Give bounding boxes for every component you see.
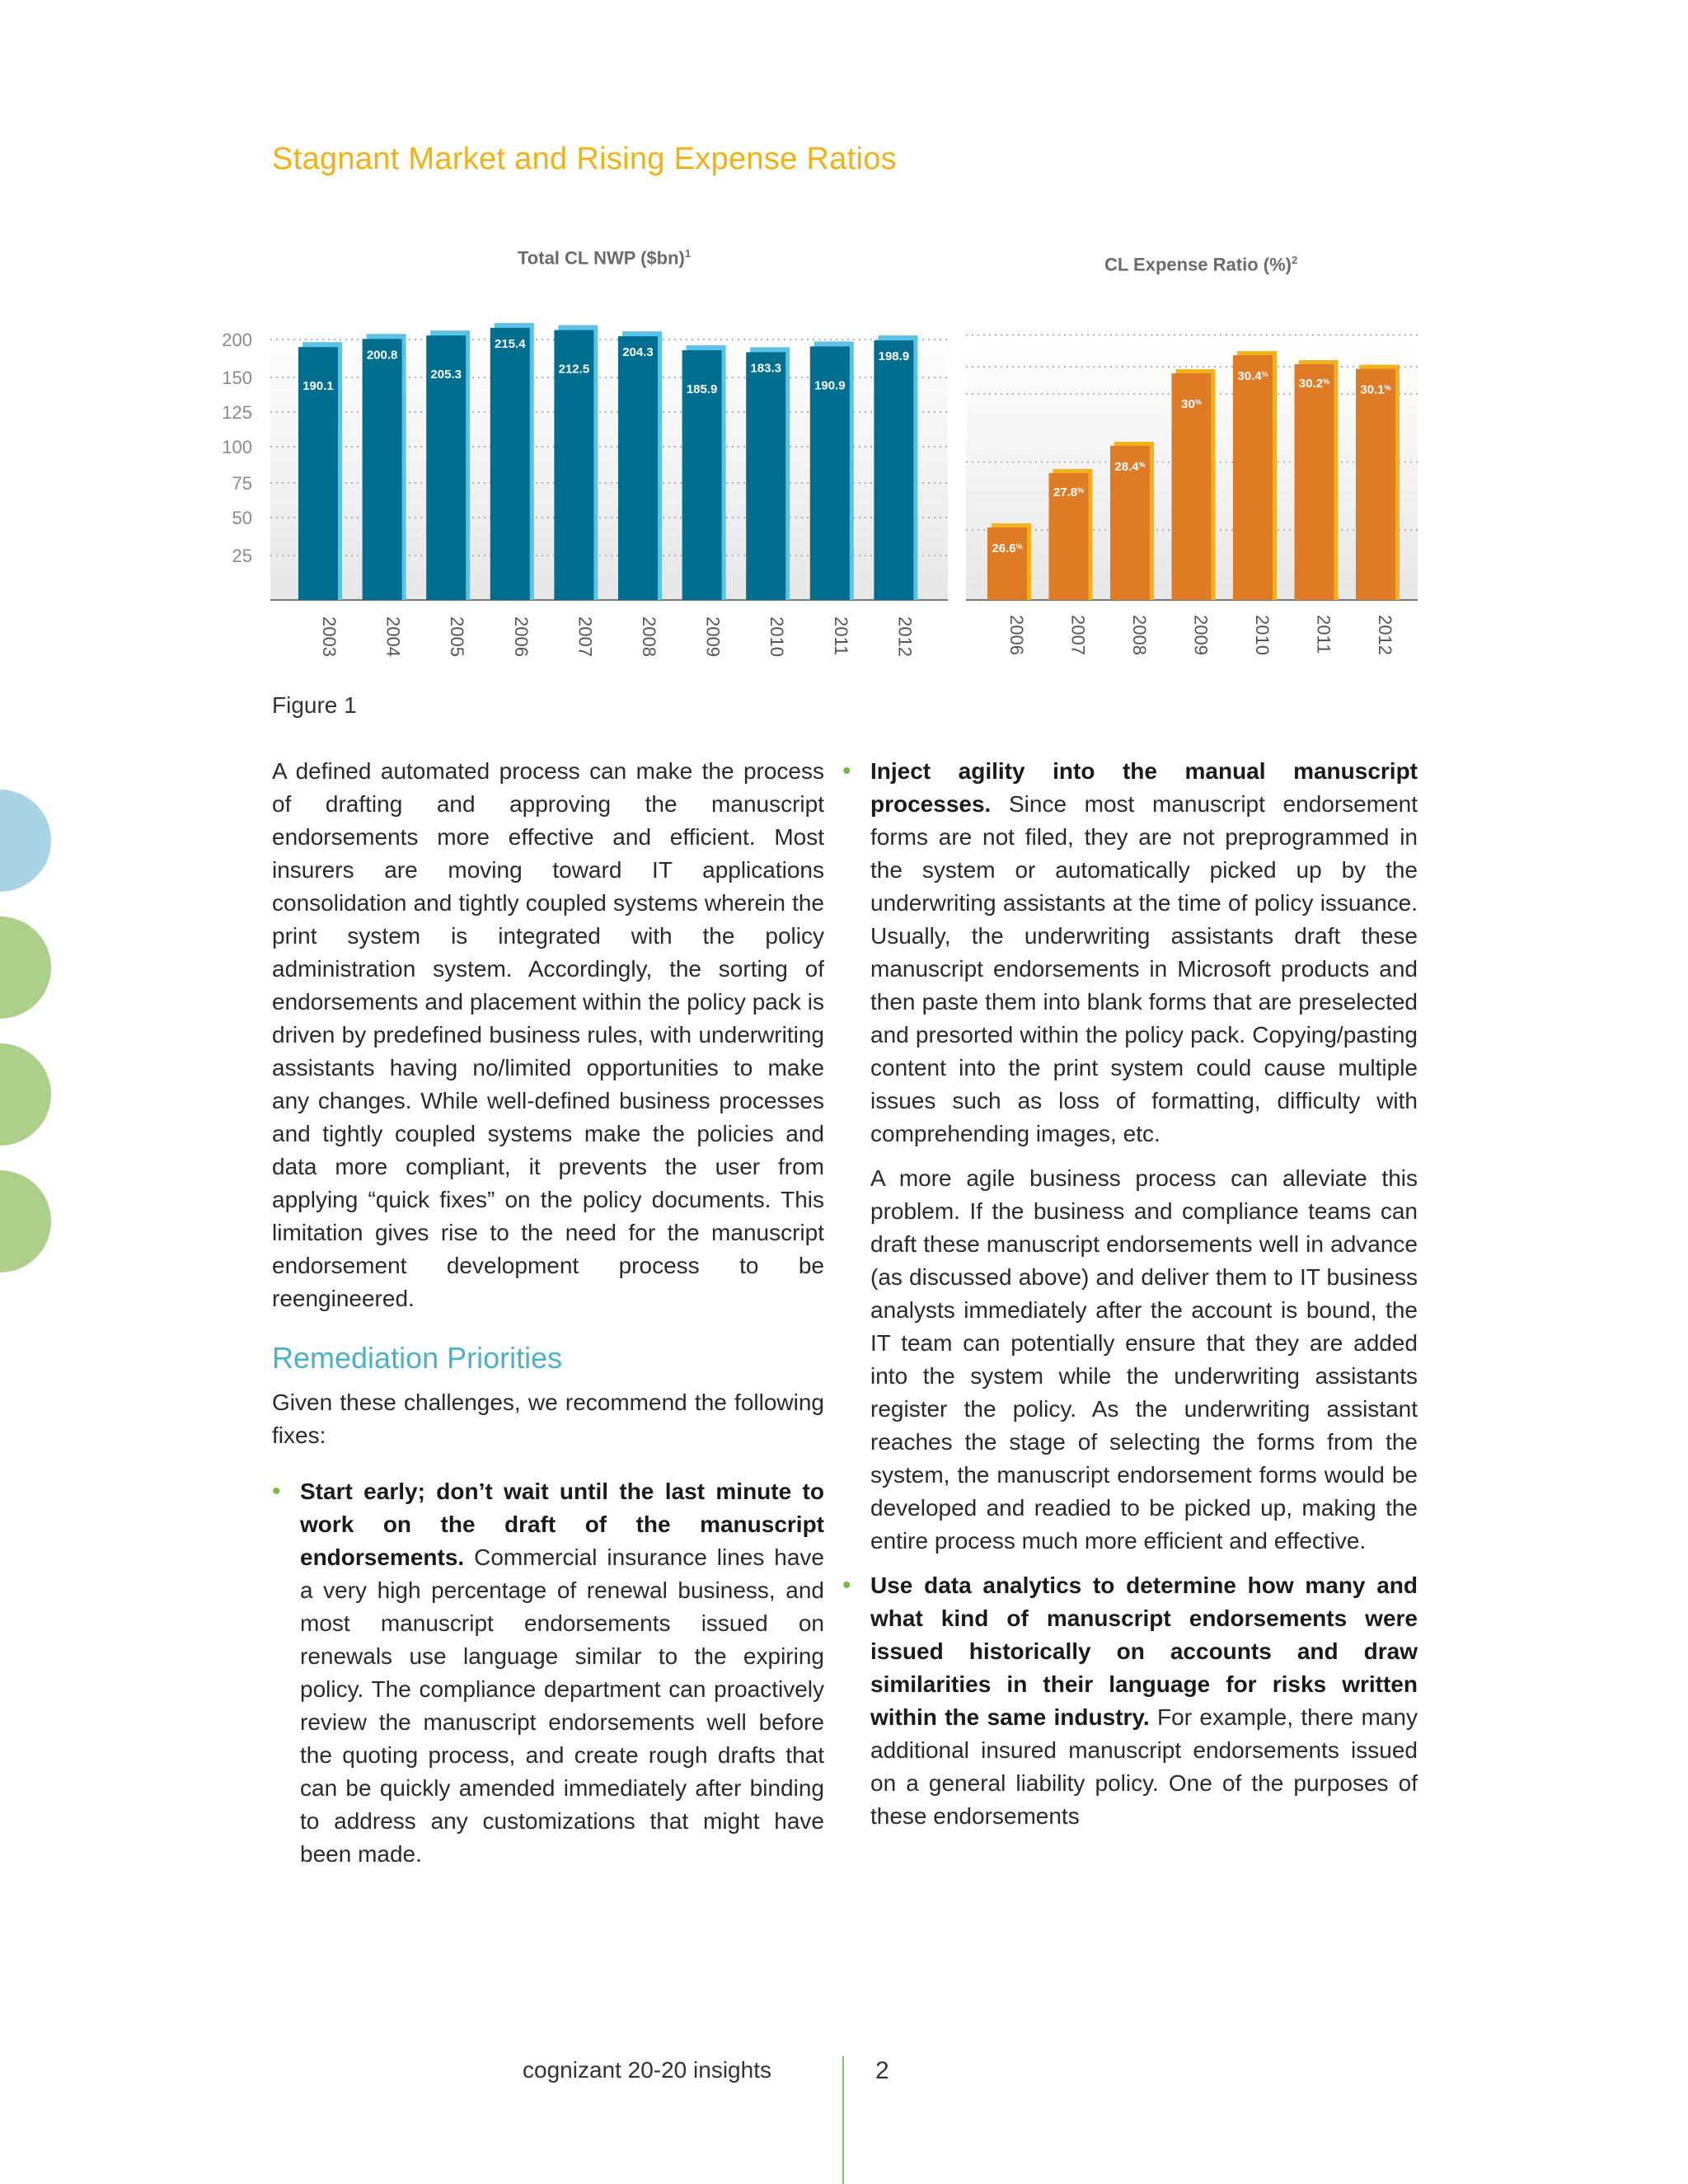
chart1-bar xyxy=(746,352,785,600)
chart1-bar xyxy=(363,339,402,600)
chart1-category-label: 2009 xyxy=(702,616,724,657)
chart1-category-label: 2008 xyxy=(639,616,659,657)
decor-circle-green-1 xyxy=(0,916,51,1019)
bullet-inject-agility-text: Since most manuscript endorsement forms are not filed, they are not preprogrammed in the system or automatically picked up by the underwriting assistants at the time of policy issuance. Usually, the underwriting assistants draft these manuscript endorsements in Microsoft products and then paste them into blank forms that are preselected and presorted within the policy pack. Copying/pasting content into the print system could cause multiple issues such as loss of formatting, difficulty with comprehending images, etc. xyxy=(870,791,1418,1146)
chart1-value-label: 205.3 xyxy=(430,368,462,382)
chart1-ytick-label: 50 xyxy=(232,508,252,528)
chart2-percent-sign: % xyxy=(1194,398,1202,406)
figure-caption: Figure 1 xyxy=(272,692,357,718)
chart2-percent-sign: % xyxy=(1015,542,1023,551)
chart2-percent-sign: % xyxy=(1323,377,1330,386)
chart2-bar xyxy=(1295,364,1334,600)
chart1-value-label: 198.9 xyxy=(878,349,910,364)
decor-circle-blue xyxy=(0,790,51,892)
chart2-value-label: 27.8% xyxy=(1053,485,1085,499)
chart2-percent-sign: % xyxy=(1384,383,1391,392)
chart2-category-label: 2009 xyxy=(1190,615,1212,655)
chart2-bar xyxy=(987,527,1027,600)
footer-divider xyxy=(842,2056,844,2184)
chart1-value-label: 190.1 xyxy=(302,379,334,394)
decor-circle-green-2 xyxy=(0,1043,51,1146)
chart1-category-label: 2006 xyxy=(510,616,532,657)
chart2-value-label: 30.2% xyxy=(1298,377,1330,391)
agile-paragraph: A more agile business process can alleviate this problem. If the business and compliance teams can draft these manuscript endorsements well in advance (as discussed above) and deliver them to IT business analysts immediately after the account is bound, the IT team can potentially ensure that they are added into the system while the underwriting assistants register the policy. As the underwriting assistant reaches the stage of selecting the forms from the system, the manuscript endorsement forms would be developed and readied to be picked up, making the entire process much more efficient and effective. xyxy=(870,1165,1418,1554)
bullet-start-early xyxy=(272,1475,824,1871)
chart1-category-label: 2004 xyxy=(382,616,404,657)
chart2-category-label: 2012 xyxy=(1375,615,1395,655)
chart2-percent-sign: % xyxy=(1138,461,1146,469)
expense-ratio-bar-chart xyxy=(964,297,1426,676)
chart2-bar xyxy=(1233,355,1273,600)
chart1-category-label: 2007 xyxy=(574,616,596,657)
bullet-start-early-bold: Start early; don’t wait until the last minute to work on the draft of the manuscript endorsements. xyxy=(300,1479,824,1570)
chart1-bar xyxy=(490,328,530,600)
chart1-value-label: 212.5 xyxy=(558,362,590,377)
chart2-percent-sign: % xyxy=(1077,486,1085,494)
chart2-value-label: 30.4% xyxy=(1237,369,1268,383)
chart1-value-label: 204.3 xyxy=(622,345,654,360)
chart2-value-label: 26.6% xyxy=(992,541,1023,555)
chart1-title: Total CL NWP ($bn)$^1$ xyxy=(518,247,692,269)
right-column xyxy=(870,755,1418,1833)
chart2-percent-sign: % xyxy=(1261,370,1268,378)
bullet-data-analytics xyxy=(842,1569,1418,1833)
chart2-value-label: 30.1% xyxy=(1360,382,1391,397)
chart2-value-label: 30% xyxy=(1181,397,1202,411)
chart2-category-label: 2011 xyxy=(1313,615,1334,654)
chart2-title: CL Expense Ratio (%)$^2$ xyxy=(1104,254,1298,275)
chart1-value-label: 215.4 xyxy=(495,336,526,351)
chart1-bar xyxy=(874,340,913,600)
chart1-ytick-label: 25 xyxy=(232,546,252,566)
chart1-category-label: 2005 xyxy=(447,616,468,657)
bullet-start-early-text: Commercial insurance lines have a very high percentage of renewal business, and most manuscript endorsements issued on renewals use language similar to the expiring policy. The compliance department can proactively review the manuscript endorsements well before the quoting process, and create rough drafts that can be quickly amended immediately after binding to address any customizations that might have been made. xyxy=(300,1544,824,1867)
chart2-category-label: 2007 xyxy=(1067,615,1089,655)
bullet-inject-agility xyxy=(842,755,1418,1151)
chart1-value-label: 185.9 xyxy=(686,382,718,396)
bullet-data-analytics-text: For example, there many additional insured manuscript endorsements issued on a general liability policy. One of the purposes of these endorsements xyxy=(870,1704,1418,1829)
chart1-category-label: 2011 xyxy=(830,616,851,656)
page-title: Stagnant Market and Rising Expense Ratios xyxy=(272,142,897,176)
chart1-ytick-label: 100 xyxy=(222,437,252,457)
chart1-value-label: 183.3 xyxy=(750,361,781,376)
nwp-bar-chart xyxy=(206,297,948,676)
decor-circle-green-3 xyxy=(0,1170,51,1272)
chart1-ytick-label: 125 xyxy=(222,402,252,423)
bullet-inject-agility-bold: Inject agility into the manual manuscript processes. xyxy=(870,758,1418,817)
chart1-ytick-label: 150 xyxy=(222,368,252,388)
footer-brand: cognizant 20-20 insights xyxy=(523,2057,771,2083)
chart2-category-label: 2010 xyxy=(1252,615,1273,655)
page-number: 2 xyxy=(875,2057,889,2084)
chart1-ytick-label: 75 xyxy=(232,473,252,494)
chart2-value-label: 28.4% xyxy=(1114,460,1146,474)
chart1-ytick-label: 200 xyxy=(222,330,252,350)
intro-paragraph: A defined automated process can make the process of drafting and approving the manuscript endorsements more effective and efficient. Most insurers are moving toward IT applications consolidation and tightly coupled systems wherein the print system is integrated with the policy administration system. Accordingly, the sorting of endorsements and placement within the policy pack is driven by predefined business rules, with underwriting assistants having no/limited opportunities to make any changes. While well-defined business processes and tightly coupled systems make the policies and data more compliant, it prevents the user from applying “quick fixes” on the policy documents. This limitation gives rise to the need for the manuscript endorsement development process to be reengineered. xyxy=(272,758,824,1311)
chart2-bar xyxy=(1356,369,1395,601)
chart2-category-label: 2006 xyxy=(1006,615,1027,655)
chart1-value-label: 190.9 xyxy=(814,378,846,393)
bullet-data-analytics-bold: Use data analytics to determine how many and what kind of manuscript endorsements were issued historically on accounts and draw similarities in their language for risks written within the same industry. xyxy=(870,1572,1418,1730)
chart2-category-label: 2008 xyxy=(1129,615,1150,655)
chart1-category-label: 2010 xyxy=(767,616,788,657)
remediation-subheading: Remediation Priorities xyxy=(272,1341,563,1375)
chart1-bar xyxy=(618,336,658,600)
left-column xyxy=(272,755,824,1871)
lead-paragraph: Given these challenges, we recommend the following fixes: xyxy=(272,1390,824,1448)
chart1-value-label: 200.8 xyxy=(366,348,398,363)
chart1-category-label: 2003 xyxy=(319,616,340,657)
chart1-category-label: 2012 xyxy=(894,616,916,657)
